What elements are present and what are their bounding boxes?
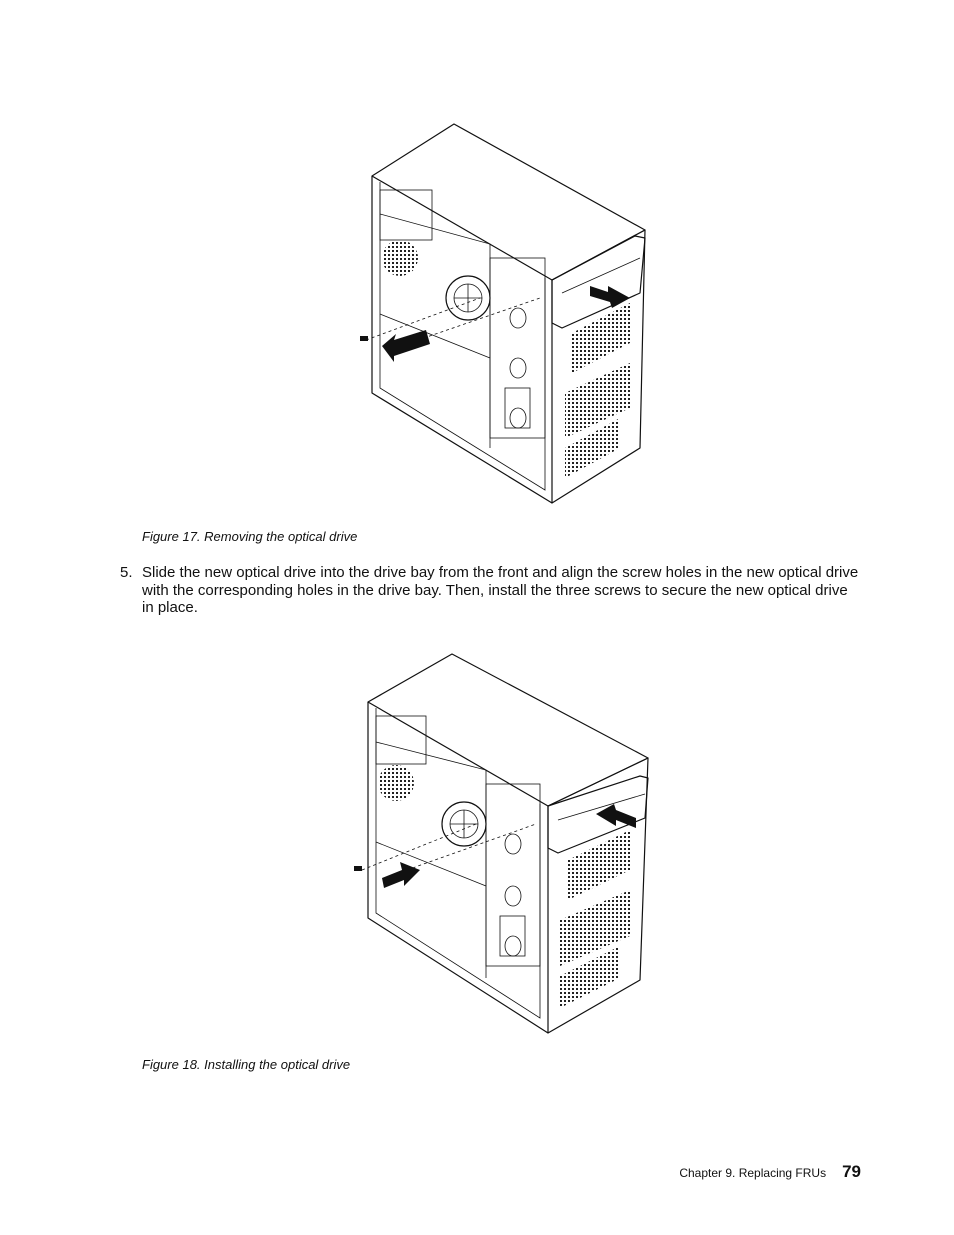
chassis-side-outline — [368, 702, 548, 1033]
figure-caption: Figure 17. Removing the optical drive — [142, 529, 358, 544]
optical-drive — [552, 236, 645, 328]
front-vent-upper — [568, 830, 630, 900]
arrow-left-icon — [382, 330, 430, 362]
computer-chassis-drawing — [340, 118, 660, 513]
psu-fan-grille — [378, 765, 414, 801]
arrow-in-icon — [596, 804, 636, 828]
step-text: Slide the new optical drive into the drive bay from the front and align the screw holes in the new optical drive with the corresponding holes in the drive bay. Then, install the three screws to secure the new optical drive in place. — [142, 564, 859, 616]
screw-icon — [354, 866, 362, 871]
figure-17-illustration — [340, 118, 660, 513]
page-footer — [679, 1162, 861, 1182]
chapter-label: Chapter 9. Replacing FRUs — [679, 1166, 827, 1180]
step-number: 5. — [120, 564, 133, 581]
computer-chassis-drawing — [340, 648, 660, 1040]
figure-caption: Figure 18. Installing the optical drive — [142, 1057, 351, 1072]
instruction-step — [120, 564, 860, 617]
psu-fan-grille — [382, 240, 418, 276]
arrow-right-icon — [382, 862, 420, 888]
front-vent-upper — [572, 303, 630, 373]
figure-18-illustration — [340, 648, 660, 1040]
screw-icon — [360, 336, 368, 341]
arrow-out-icon — [590, 286, 630, 308]
front-vent-middle — [565, 363, 630, 438]
page-number: 79 — [842, 1162, 861, 1181]
